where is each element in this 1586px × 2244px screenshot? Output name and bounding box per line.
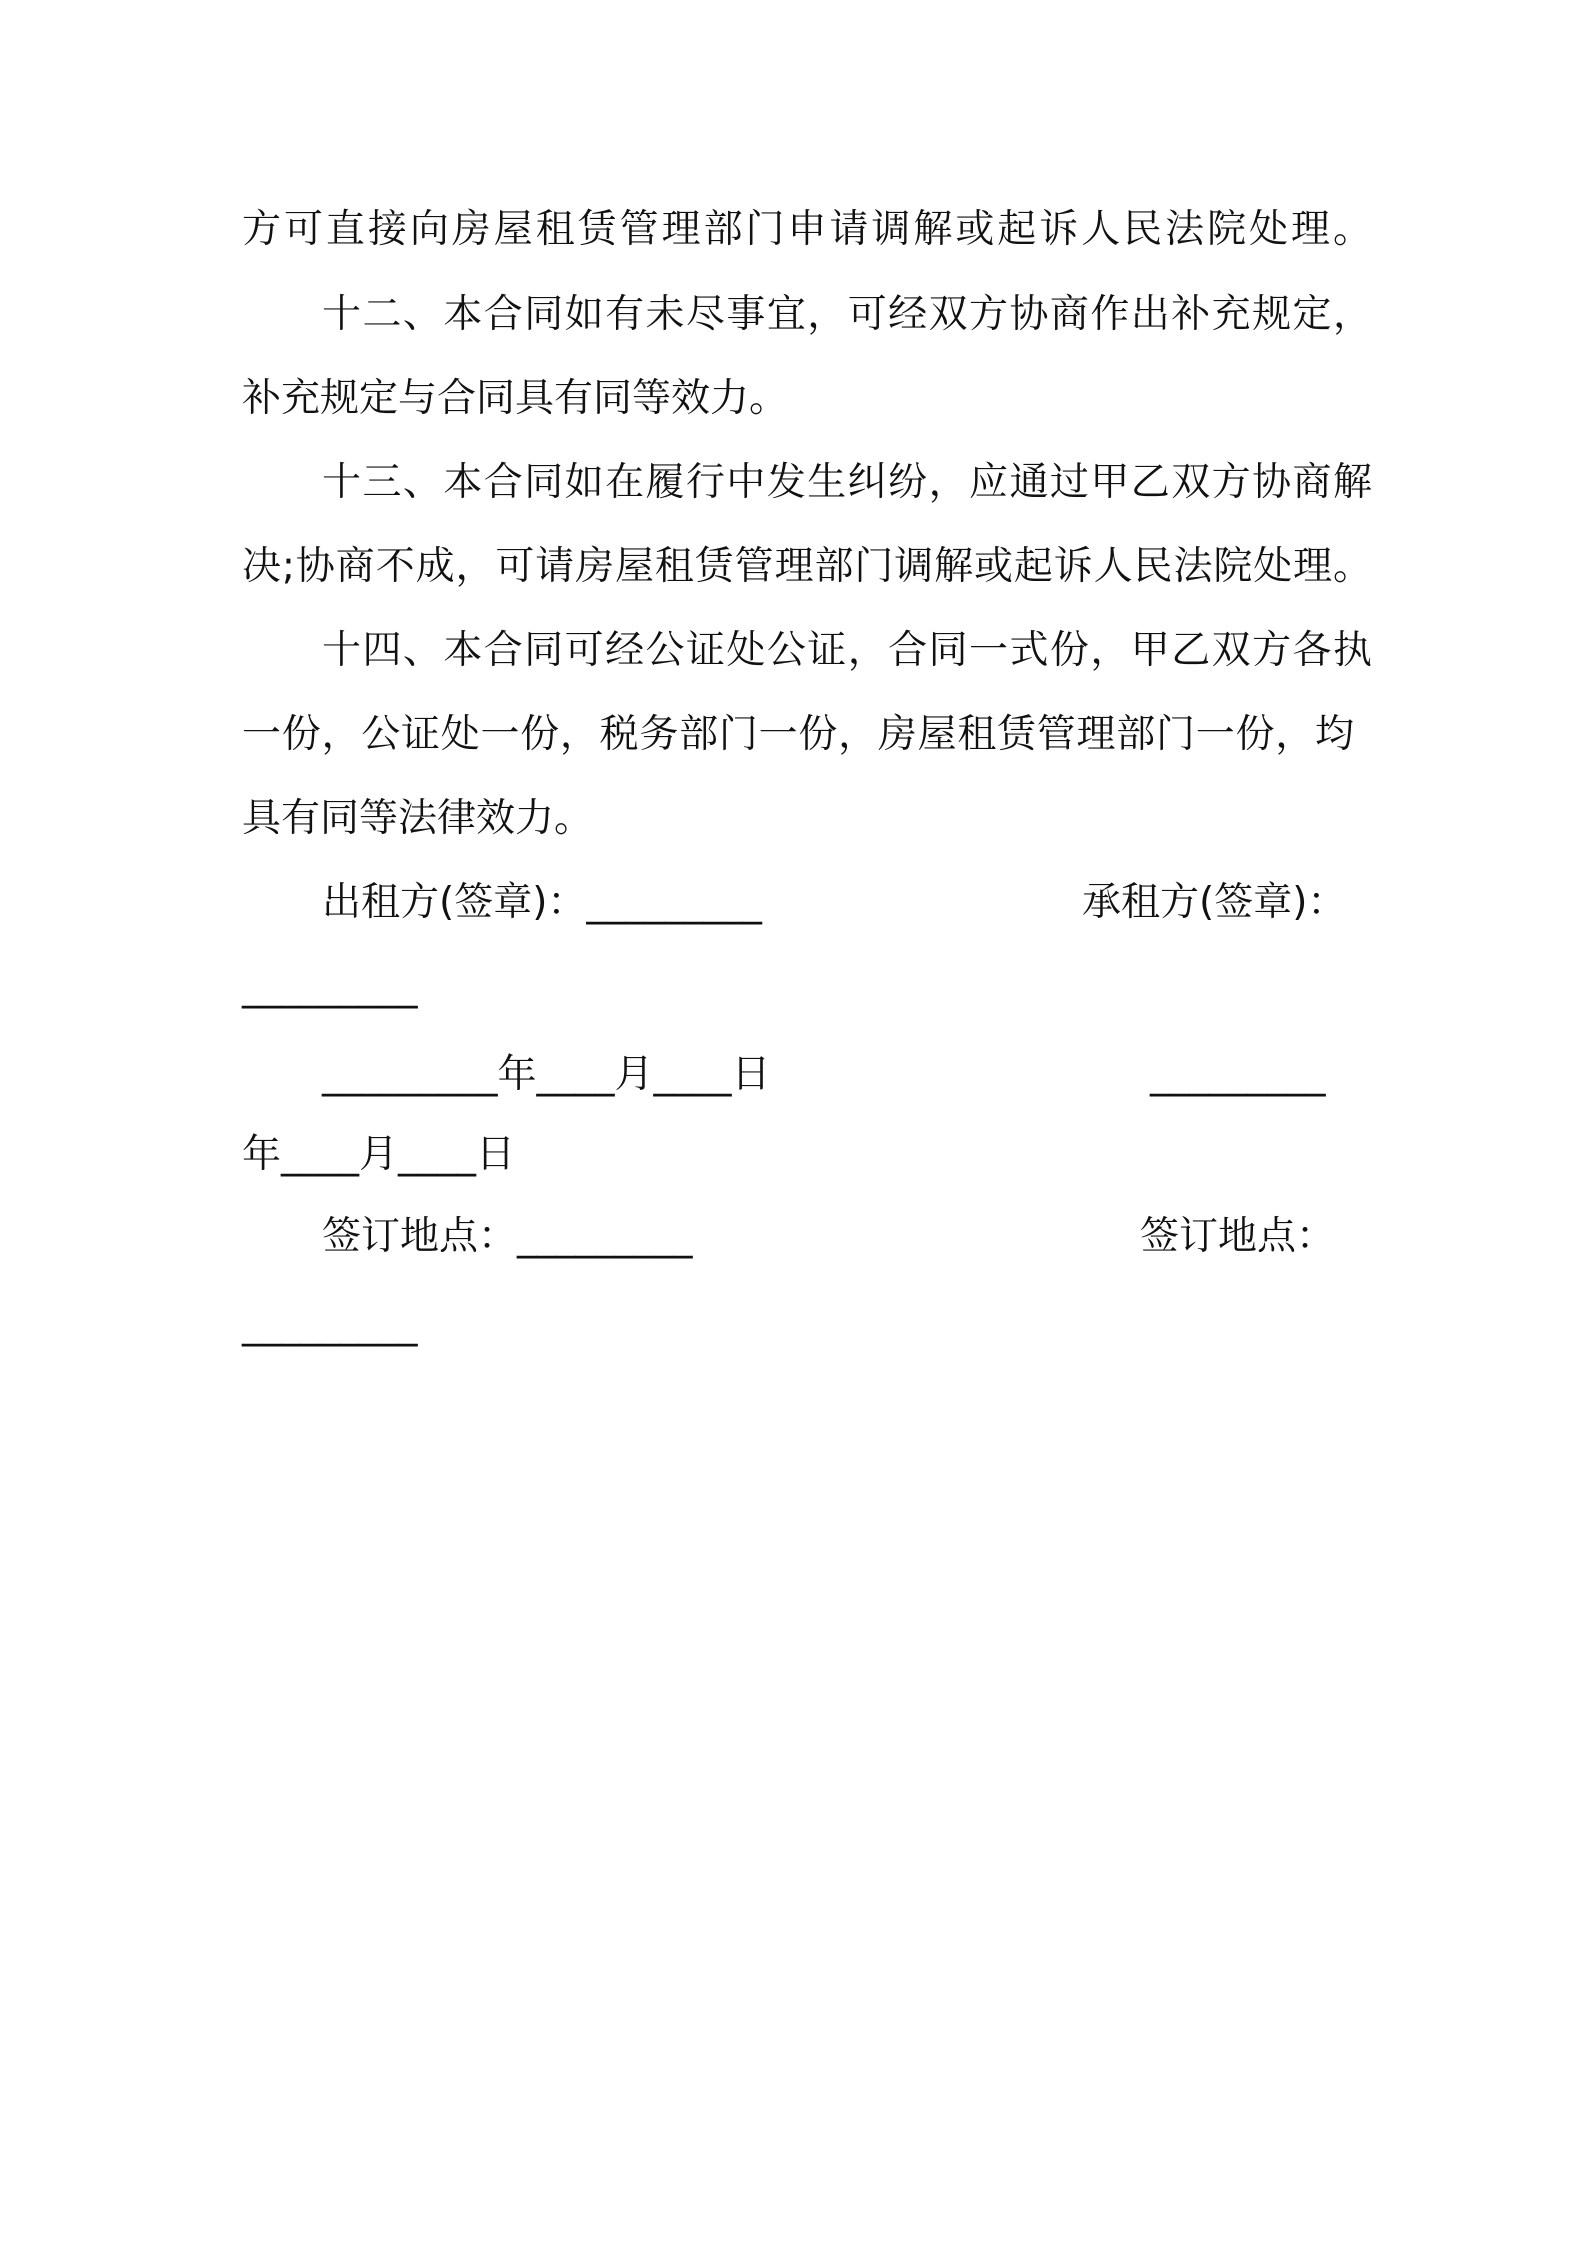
clause-13-line-1: 十三、本合同如在履行中发生纠纷，应通过甲乙双方协商解	[322, 460, 1372, 505]
lessee-date-rest: 年____月____日	[242, 1132, 516, 1177]
clause-13-line-2: 决;协商不成，可请房屋租赁管理部门调解或起诉人民法院处理。	[242, 544, 1372, 589]
clause-14-line-1: 十四、本合同可经公证处公证，合同一式份，甲乙双方各执	[322, 628, 1372, 673]
paragraph-line-1: 方可直接向房屋租赁管理部门申请调解或起诉人民法院处理。	[242, 207, 1372, 252]
clause-14-line-3: 具有同等法律效力。	[242, 796, 594, 841]
lessee-signature-label: 承租方(签章)：	[1082, 880, 1347, 925]
clause-12-line-2: 补充规定与合同具有同等效力。	[242, 376, 789, 421]
lessor-signing-place: 签订地点：_________	[322, 1214, 693, 1259]
lessee-signing-place-label: 签订地点：	[1140, 1214, 1336, 1259]
clause-14-line-2: 一份，公证处一份，税务部门一份，房屋租赁管理部门一份，均	[242, 712, 1354, 757]
lessee-date-blank: _________	[1150, 1052, 1326, 1097]
lessee-signing-place-blank: _________	[242, 1302, 418, 1347]
lessee-signature-blank: _________	[242, 964, 418, 1009]
clause-12-line-1: 十二、本合同如有未尽事宜，可经双方协商作出补充规定，	[322, 292, 1372, 337]
lessor-signature-label: 出租方(签章)：_________	[322, 880, 762, 925]
lessor-date-line: _________年____月____日	[322, 1052, 771, 1097]
